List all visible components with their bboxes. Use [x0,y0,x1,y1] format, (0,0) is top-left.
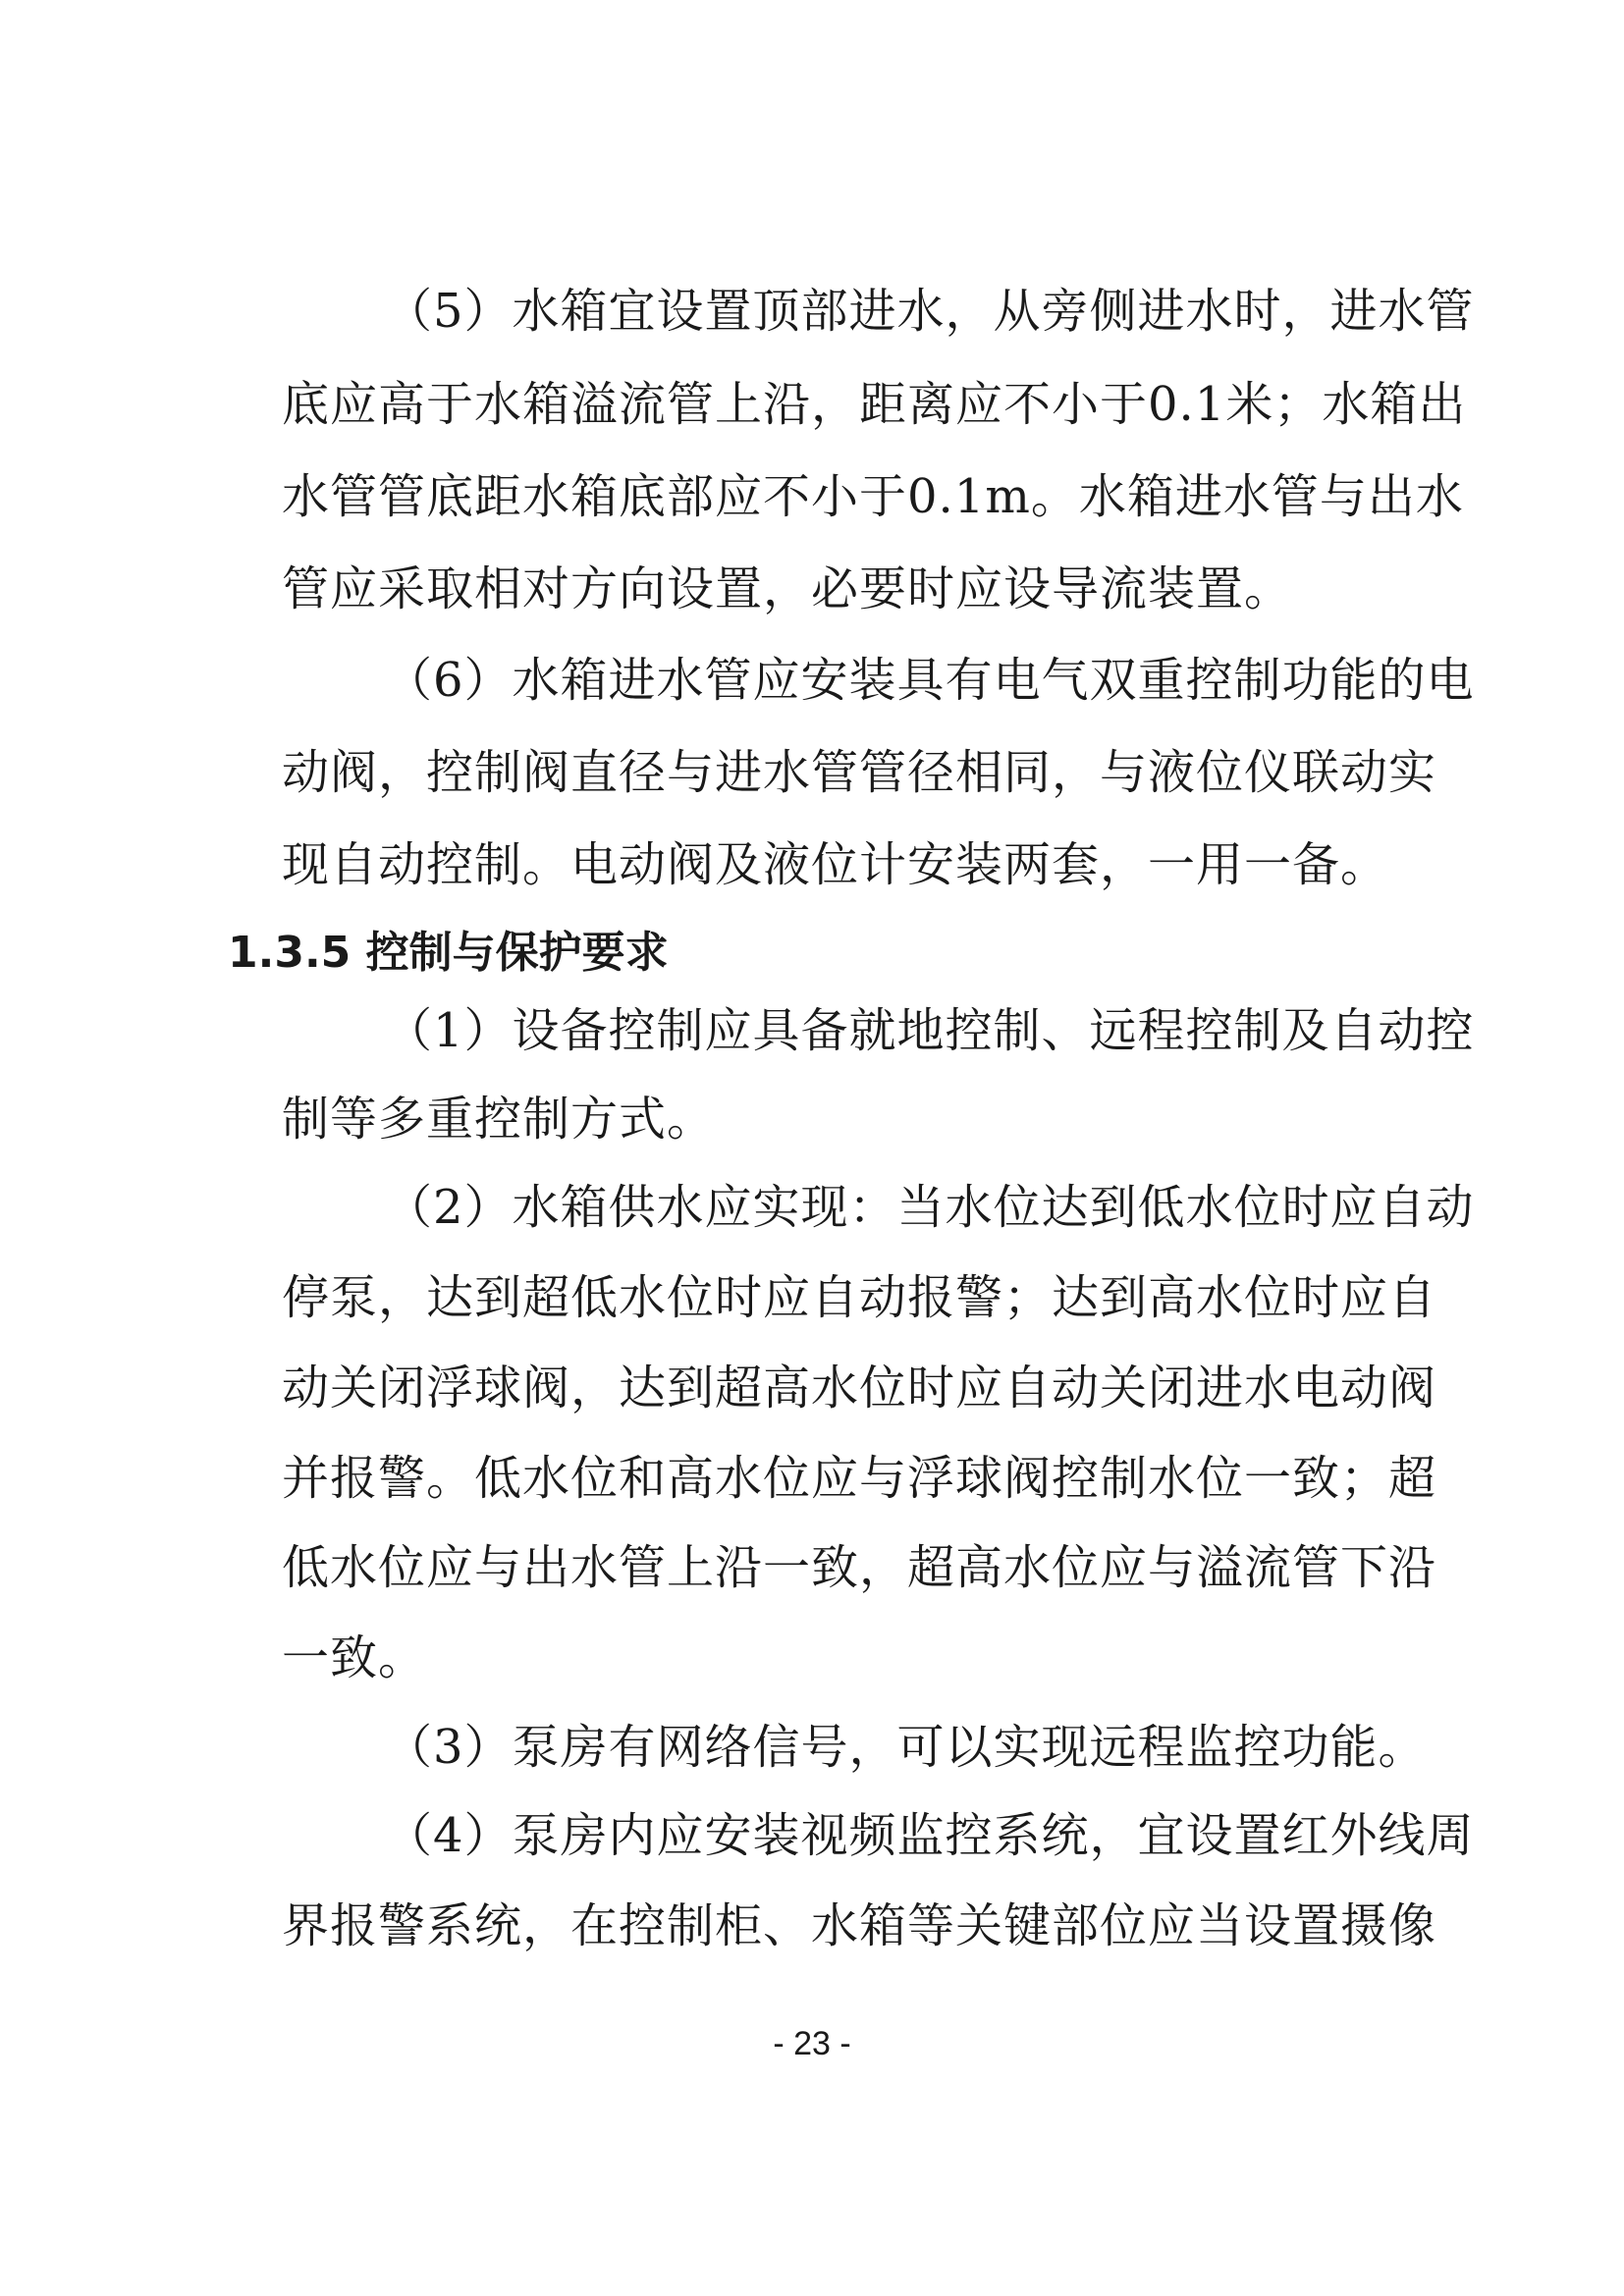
page-number: - 23 - [773,2025,851,2062]
paragraph-6-line-2: 动阀，控制阀直径与进水管管径相同，与液位仪联动实 [282,745,1437,800]
paragraph-2-line-1: （2）水箱供水应实现：当水位达到低水位时应自动 [385,1180,1475,1235]
paragraph-4-line-2: 界报警系统，在控制柜、水箱等关键部位应当设置摄像 [282,1898,1437,1953]
paragraph-6-line-1: （6）水箱进水管应安装具有电气双重控制功能的电 [385,653,1475,708]
paragraph-1-line-1: （1）设备控制应具备就地控制、远程控制及自动控 [385,1003,1475,1058]
paragraph-2-line-6: 一致。 [282,1630,427,1685]
paragraph-2-line-4: 并报警。低水位和高水位应与浮球阀控制水位一致；超 [282,1451,1437,1506]
paragraph-2-line-5: 低水位应与出水管上沿一致，超高水位应与溢流管下沿 [282,1540,1437,1595]
paragraph-3-line-1: （3）泵房有网络信号，可以实现远程监控功能。 [385,1720,1427,1775]
paragraph-1-line-2: 制等多重控制方式。 [282,1092,716,1147]
paragraph-2-line-3: 动关闭浮球阀，达到超高水位时应自动关闭进水电动阀 [282,1361,1437,1415]
paragraph-4-line-1: （4）泵房内应安装视频监控系统，宜设置红外线周 [385,1808,1475,1863]
paragraph-6-line-3: 现自动控制。电动阀及液位计安装两套，一用一备。 [282,837,1389,892]
paragraph-5-line-3: 水管管底距水箱底部应不小于0.1m。水箱进水管与出水 [282,469,1464,524]
paragraph-2-line-2: 停泵，达到超低水位时应自动报警；达到高水位时应自 [282,1270,1437,1325]
paragraph-5-line-4: 管应采取相对方向设置，必要时应设导流装置。 [282,561,1293,616]
paragraph-5-line-2: 底应高于水箱溢流管上沿，距离应不小于0.1米；水箱出 [282,377,1467,432]
paragraph-5-line-1: （5）水箱宜设置顶部进水，从旁侧进水时，进水管 [385,284,1475,339]
section-heading: 1.3.5 控制与保护要求 [228,928,669,978]
